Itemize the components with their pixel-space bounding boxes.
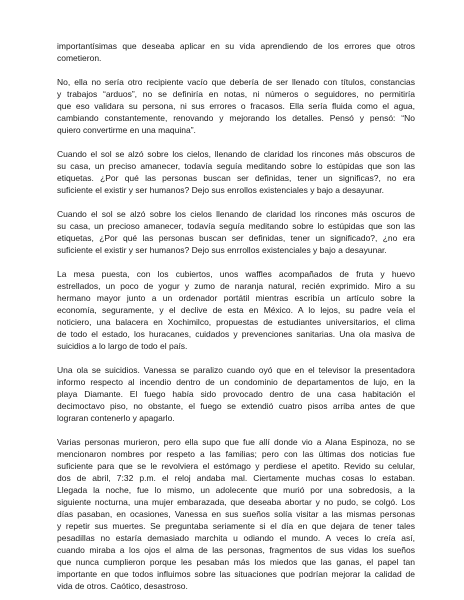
- text-line: Cuando el sol se alzó sobre los cielos llenando de claridad los rincones más oscuros de: [57, 209, 415, 219]
- text-line: cometieron.: [57, 53, 102, 63]
- text-line: etiquetas. ¿Por qué las personas buscan ser definidas, tener un significas?, no era: [57, 173, 415, 183]
- paragraph-spacer: [57, 352, 415, 364]
- text-line: Llegada la noche, fue lo mismo, un adolecente que murió por una sobredosis, a la: [57, 485, 415, 495]
- text-line: economía, seguramente, y el declive de esta en México. A lo lejos, su padre veía el: [57, 305, 415, 315]
- text-line: días pasaban, en ocasiones, Vanessa en sus sueños solía visitar a las mismas personas: [57, 509, 415, 519]
- text-line: hermano mayor junto a un ordenador portátil mientras escribía un artículo sobre la: [57, 293, 415, 303]
- paragraph-spacer: [57, 256, 415, 268]
- text-line: cuando miraba a los ojos el alma de las personas, fragmentos de sus vidas los sueños: [57, 545, 415, 555]
- text-line: playa Diamante. El fuego había sido provocado dentro de una casa habitación el: [57, 389, 415, 399]
- text-line: pesadillas no estaría demasiado marchita u odiando el mundo. A veces lo creía así,: [57, 533, 415, 543]
- text-line: dos de abril, 7:32 p.m. el reloj andaba mal. Ciertamente muchas cosas lo estaban.: [57, 473, 415, 483]
- text-line: No, ella no sería otro recipiente vacío que debería de ser llenado con títulos, constancias: [57, 77, 415, 87]
- paragraph-spacer: [57, 64, 415, 76]
- text-line: etiquetas, ¿Por qué las personas buscan ser definidas, tener un significado?, ¿no era: [57, 233, 415, 243]
- text-line: suficiente el existir y ser humanos? Dejo sus enrrollos existenciales y bajo a desayunar.: [57, 245, 387, 255]
- text-line: noticiero, una balacera en Xochimilco, propuestas de estudiantes universitarios, el clima: [57, 317, 415, 327]
- paragraph: [57, 436, 415, 592]
- text-line: su casa, un preciso amanecer, todavía seguía meditando sobre lo estúpidas que son las: [57, 161, 415, 171]
- text-line: vida de otros. Caótico, desastroso.: [57, 581, 188, 591]
- paragraph-spacer: [57, 196, 415, 208]
- text-line: Varias personas murieron, pero ella supo que fue allí donde vio a Alana Espinoza, no se: [57, 437, 415, 447]
- paragraph-spacer: [57, 136, 415, 148]
- text-line: de todo el estado, los huracanes, cuidados y prevenciones sanitarias. Una ola masiva de: [57, 329, 415, 339]
- paragraph: [57, 40, 415, 64]
- text-line: que eso validara su persona, ni sus errores o fracasos. Ella sería fluida como el agua,: [57, 101, 415, 111]
- paragraph: [57, 76, 415, 136]
- text-line: su casa, un precioso amanecer, todavía seguía meditando sobre lo estúpidas que son las: [57, 221, 415, 231]
- text-line: importantísimas que deseaba aplicar en su vida aprendiendo de los errores que otros: [57, 41, 415, 51]
- text-line: mencionaron nombres por respeto a las familias; pero con las últimas dos noticias fue: [57, 449, 415, 459]
- text-line: suicidios a lo largo de todo el país.: [57, 341, 188, 351]
- text-line: Una ola se suicidios. Vanessa se paralizo cuando oyó que en el televisor la presentadora: [57, 365, 415, 375]
- text-line: quiero convertirme en una maquina”.: [57, 125, 196, 135]
- text-line: suficiente para que se le revolviera el estómago y perdiese el apetito. Revido su celular,: [57, 461, 415, 471]
- paragraph: [57, 148, 415, 196]
- text-line: La mesa puesta, con los cubiertos, unos waffles acompañados de fruta y huevo: [57, 269, 415, 279]
- paragraph: [57, 268, 415, 352]
- text-line: suficiente el existir y ser humanos? Dejo sus enrollos existenciales y bajo a desayunar.: [57, 185, 384, 195]
- text-line: y repetir sus muertes. Se preguntaba seriamente si el día en que dejara de tener tales: [57, 521, 415, 531]
- text-line: decimoctavo piso, no obstante, el fuego se extendió cuatro pisos arriba antes de que: [57, 401, 415, 411]
- paragraph-spacer: [57, 424, 415, 436]
- text-line: que nunca cumplieron porque les pesaban más los miedos que las ganas, el papel tan: [57, 557, 415, 567]
- text-line: lograran contenerlo y apagarlo.: [57, 413, 175, 423]
- text-line: informo respecto al incendio dentro de un condominio de departamentos de lujo, en la: [57, 377, 415, 387]
- text-line: cambiando constantemente, renovando y mejorando los detalles. Pensó y pensó: “No: [57, 113, 415, 123]
- text-line: y trabajos “arduos”, no se definiría en notas, ni números o seguidores, no permitiría: [57, 89, 415, 99]
- text-line: Cuando el sol se alzó sobre los cielos, llenando de claridad los rincones más obscuros de: [57, 149, 415, 159]
- paragraph: [57, 364, 415, 424]
- paragraph: [57, 208, 415, 256]
- text-line: importante en que todos influimos sobre las situaciones que podrían mejorar la calidad de: [57, 569, 415, 579]
- text-line: estrellados, un poco de yogur y zumo de naranja natural, recién exprimido. Miro a su: [57, 281, 415, 291]
- text-line: siguiente nocturna, una mujer embarazada, que deseaba abortar y no pudo, se colgó. Los: [57, 497, 415, 507]
- body-text: [57, 40, 415, 592]
